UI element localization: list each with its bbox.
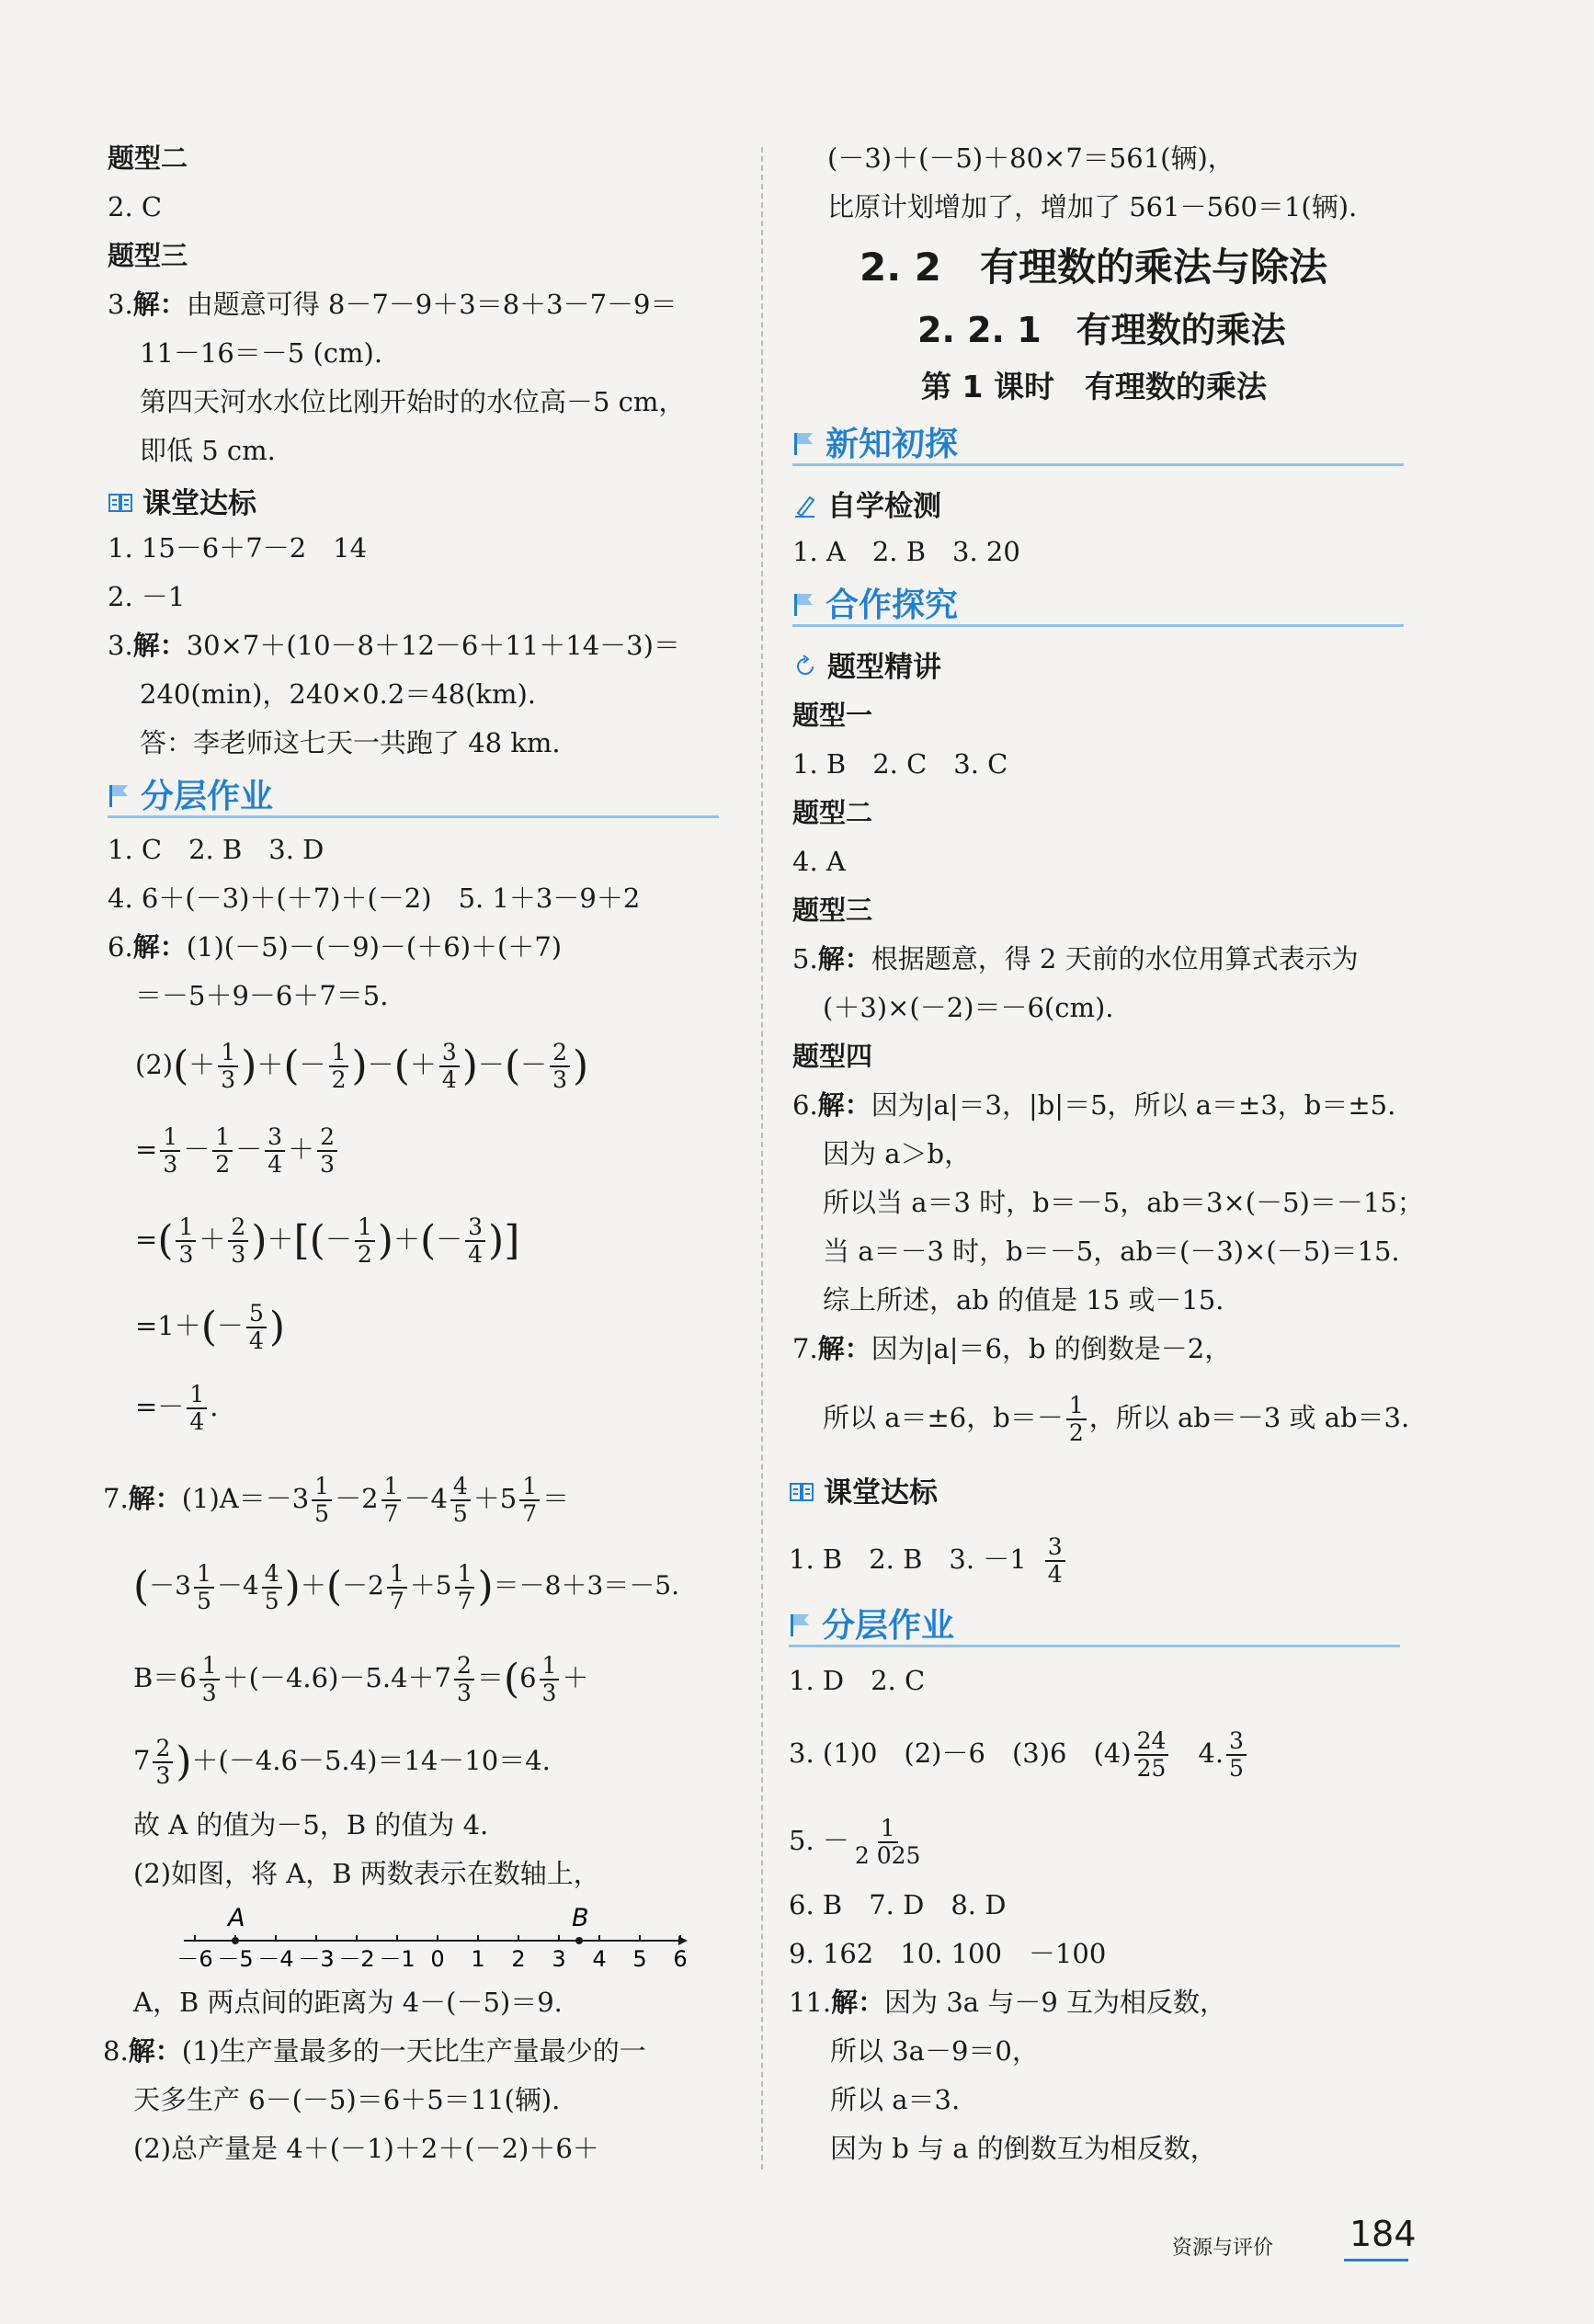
answer-line: 4. A: [792, 846, 846, 877]
number-line-tick-label: 6: [673, 1946, 688, 1972]
answer-line: 因为 b 与 a 的倒数互为相反数，: [830, 2133, 1217, 2164]
page-number-underline: [1344, 2259, 1408, 2261]
math-line: = $\frac{1}{3}$ － $\frac{1}{2}$ － $\frac{3}{4}$ ＋ $\frac{2}{3}$: [135, 1122, 340, 1177]
point-a: [232, 1937, 239, 1944]
item-number: 8.: [103, 2035, 129, 2067]
answer-line: 6. B 7. D 8. D: [789, 1889, 1007, 1920]
fraction: $\frac{1}{2 025}$: [854, 1815, 921, 1869]
fraction: $\frac{1}{5}$: [312, 1474, 332, 1527]
item-number: 3.: [108, 289, 133, 320]
fraction: $\frac{1}{3}$: [199, 1653, 220, 1706]
section-layered-homework: [789, 1600, 954, 1644]
answer-line: 所以 a＝3.: [830, 2084, 961, 2115]
answer-line: [108, 286, 677, 323]
section-underline: [792, 624, 1404, 627]
section-title: 新知初探: [825, 426, 959, 463]
number-line-tick-label: 0: [430, 1946, 445, 1972]
solution-label: 解：: [817, 1089, 871, 1121]
answer-line: 11－16＝－5 (cm).: [140, 337, 383, 369]
fraction: $\frac{1}{2}$: [329, 1040, 349, 1093]
answer-line: [792, 1087, 1395, 1123]
answer-line: 综上所述，ab 的值是 15 或－15.: [823, 1284, 1224, 1316]
item-number: 7.: [103, 1483, 129, 1514]
fraction: $\frac{1}{3}$: [160, 1124, 180, 1178]
fraction: $\frac{2}{3}$: [228, 1214, 248, 1268]
heading-type-3: 题型三: [108, 240, 188, 271]
section-title: 课堂达标: [142, 487, 256, 520]
answer-line: [792, 940, 1359, 977]
math-line: 7.解：(1)A＝－3 $\frac{1}{5}$ －2 $\frac{1}{7}$ －4 $\frac{4}{5}$ ＋5 $\frac{1}{7}$ ＝: [103, 1473, 570, 1527]
fraction: $\frac{1}{5}$: [194, 1561, 214, 1614]
math-line: 所以 a＝±6，b＝－ $\frac{1}{2}$ ，所以 ab＝－3 或 ab＝3.: [823, 1392, 1410, 1446]
flag-icon: [792, 429, 816, 457]
solution-text: (1)生产量最多的一天比生产量最少的一: [181, 2035, 646, 2067]
answer-line: [789, 1984, 1226, 2021]
label-a: A: [228, 1904, 245, 1932]
fraction: $\frac{1}{7}$: [519, 1474, 540, 1527]
number-line-tick-label: －2: [338, 1946, 375, 1972]
number-line-tick-label: －4: [257, 1946, 294, 1972]
solution-text: (1)(－5)－(－9)－(＋6)＋(＋7): [186, 931, 563, 963]
flag-icon: [789, 1611, 813, 1638]
answer-line: 当 a＝－3 时，b＝－5，ab＝(－3)×(－5)＝15.: [823, 1236, 1400, 1267]
answer-line: (－3)＋(－5)＋80×7＝561(辆)，: [827, 142, 1235, 174]
flag-icon: [108, 781, 131, 809]
section-heading: 2. 2. 1 有理数的乘法: [917, 310, 1286, 350]
heading-type-1: 题型一: [792, 700, 873, 731]
fraction: $\frac{2}{3}$: [153, 1736, 173, 1789]
number-line-tick-label: 3: [552, 1946, 566, 1972]
subsection-title: 题型精讲: [827, 651, 941, 684]
fraction: $\frac{24}{25}$: [1134, 1728, 1169, 1782]
answer-line: 1. C 2. B 3. D: [108, 834, 324, 865]
section-title: 合作探究: [825, 587, 959, 624]
fraction: $\frac{3}{4}$: [465, 1214, 485, 1268]
section-new-knowledge: [792, 418, 958, 462]
answer-line: 比原计划增加了，增加了 561－560＝1(辆).: [827, 191, 1358, 222]
section-title: 课堂达标: [824, 1476, 938, 1509]
fraction: $\frac{3}{5}$: [1226, 1728, 1247, 1782]
answer-line: 2. C: [108, 191, 163, 222]
fraction: $\frac{1}{7}$: [381, 1474, 402, 1527]
heading-type-2: 题型二: [792, 797, 873, 828]
section-underline: [789, 1645, 1400, 1647]
answer-line: (2)总产量是 4＋(－1)＋2＋(－2)＋6＋: [133, 2133, 599, 2164]
math-line: (2)(＋ $\frac{1}{3}$ )＋(－ $\frac{1}{2}$ )－(＋ $\frac{3}{4}$ )－(－ $\frac{2}{3}$ ): [135, 1039, 589, 1093]
number-line-tick-label: 5: [632, 1946, 647, 1972]
answer-line: 1. D 2. C: [789, 1665, 926, 1696]
answer-line: [108, 627, 680, 664]
math-line: 1. B 2. B 3. －1 $\frac{3}{4}$: [789, 1532, 1068, 1587]
section-underline: [108, 815, 719, 818]
answer-line: 所以当 a＝3 时，b＝－5，ab＝3×(－5)＝－15；: [823, 1187, 1424, 1218]
answer-line: 答：李老师这七天一共跑了 48 km.: [140, 727, 561, 758]
answer-line: 240(min)，240×0.2＝48(km).: [140, 678, 537, 710]
fraction: $\frac{1}{2}$: [212, 1124, 233, 1178]
math-line: 7 $\frac{2}{3}$ )＋(－4.6－5.4)＝14－10＝4.: [133, 1735, 551, 1789]
fraction: $\frac{2}{3}$: [550, 1040, 570, 1093]
math-line: =( $\frac{1}{3}$ ＋ $\frac{2}{3}$ )＋[(－ $\frac{1}{2}$ )＋(－ $\frac{3}{4}$ )]: [135, 1213, 520, 1268]
answer-line: [103, 2033, 646, 2069]
fraction: $\frac{1}{2}$: [1066, 1393, 1087, 1446]
item-number: 6.: [792, 1089, 818, 1121]
math-line: (－3 $\frac{1}{5}$ －4 $\frac{4}{5}$ )＋(－2 $\frac{1}{7}$ ＋5 $\frac{1}{7}$ )＝－8＋3＝－5.: [133, 1559, 679, 1614]
solution-label: 解：: [128, 1483, 182, 1514]
heading-type-2: 题型二: [108, 142, 188, 174]
answer-line: ＝－5＋9－6＋7＝5.: [135, 980, 389, 1011]
math-line: =1＋(－ $\frac{5}{4}$ ): [135, 1300, 286, 1354]
fraction: $\frac{1}{2}$: [355, 1214, 375, 1268]
item-number: 7.: [792, 1333, 818, 1364]
fraction: $\frac{4}{5}$: [262, 1561, 282, 1614]
fraction: $\frac{2}{3}$: [454, 1653, 474, 1706]
solution-text: 根据题意，得 2 天前的水位用算式表示为: [871, 943, 1359, 974]
solution-text: 由题意可得 8－7－9＋3＝8＋3－7－9＝: [186, 289, 677, 320]
fraction: $\frac{1}{7}$: [455, 1561, 475, 1614]
fraction: $\frac{5}{4}$: [246, 1301, 267, 1354]
number-line-tick-label: 1: [471, 1946, 485, 1972]
section-cooperative: [792, 579, 958, 623]
item-number: 5.: [792, 943, 818, 974]
answer-line: 1. A 2. B 3. 20: [792, 536, 1020, 567]
solution-label: 解：: [817, 943, 871, 974]
number-line-tick-label: －3: [298, 1946, 335, 1972]
refresh-icon: [792, 654, 818, 679]
column-divider: [761, 147, 763, 2170]
pen-icon: [792, 493, 818, 518]
item-number: 11.: [789, 1987, 832, 2018]
answer-line: [108, 928, 562, 965]
fraction: $\frac{3}{4}$: [439, 1040, 460, 1093]
solution-label: 解：: [817, 1333, 871, 1364]
answer-line: 因为 a＞b，: [823, 1138, 972, 1169]
number-line-tick-label: －6: [176, 1946, 213, 1972]
answer-line: 天多生产 6－(－5)＝6＋5＝11(辆).: [133, 2084, 561, 2115]
solution-label: 解：: [132, 931, 187, 963]
item-number: 3.: [108, 630, 133, 661]
answer-line: (2)如图，将 A，B 两数表示在数轴上，: [133, 1858, 600, 1889]
section-title: 分层作业: [141, 778, 274, 815]
answer-line: 第四天河水水位比刚开始时的水位高－5 cm，: [140, 386, 686, 417]
footer-text: 资源与评价: [1172, 2237, 1274, 2260]
fraction: $\frac{4}{5}$: [450, 1474, 471, 1527]
flag-icon: [792, 590, 816, 618]
fraction: $\frac{2}{3}$: [317, 1124, 337, 1178]
solution-text: 30×7＋(10－8＋12－6＋11＋14－3)＝: [186, 630, 680, 661]
answer-line: 即低 5 cm.: [140, 435, 276, 466]
number-line-tick-label: 4: [592, 1946, 607, 1972]
label-b: B: [572, 1904, 589, 1932]
subsection-self-check: [792, 483, 941, 524]
section-underline: [792, 463, 1404, 466]
answer-line: 9. 162 10. 100 －100: [789, 1938, 1107, 1969]
chapter-title: 2. 2 有理数的乘法与除法: [860, 245, 1328, 290]
answer-line: 2. －1: [108, 581, 186, 612]
subsection-title: 自学检测: [827, 490, 941, 523]
fraction: $\frac{1}{3}$: [176, 1214, 196, 1268]
item-number: 6.: [108, 931, 133, 963]
section-title: 分层作业: [822, 1607, 955, 1645]
number-line-tick-label: －5: [217, 1946, 254, 1972]
answer-line: 1. B 2. C 3. C: [792, 748, 1008, 780]
fraction: $\frac{3}{4}$: [265, 1124, 285, 1178]
solution-label: 解：: [132, 289, 187, 320]
solution-label: 解：: [128, 2035, 182, 2067]
solution-text: 因为|a|＝3，|b|＝5，所以 a＝±3，b＝±5.: [871, 1089, 1396, 1121]
section-classroom: [789, 1469, 938, 1510]
solution-label: 解：: [132, 630, 187, 661]
math-line: B＝6 $\frac{1}{3}$ ＋(－4.6)－5.4＋7 $\frac{2}{3}$ ＝(6 $\frac{1}{3}$ ＋: [133, 1652, 589, 1706]
answer-line: A，B 两点间的距离为 4－(－5)＝9.: [133, 1987, 563, 2018]
answer-line: (＋3)×(－2)＝－6(cm).: [823, 992, 1114, 1023]
section-layered-homework: [108, 770, 273, 815]
fraction: $\frac{1}{4}$: [187, 1382, 207, 1435]
number-line-tick-label: 2: [511, 1946, 526, 1972]
answer-line: 1. 15－6＋7－2 14: [108, 532, 368, 564]
fraction: $\frac{1}{7}$: [387, 1561, 407, 1614]
book-icon: [789, 1479, 814, 1505]
number-line-tick-label: －1: [379, 1946, 416, 1972]
math-line: 3. (1)0 (2)－6 (3)6 (4) $\frac{24}{25}$ 4. $\frac{3}{5}$: [789, 1726, 1249, 1781]
heading-type-4: 题型四: [792, 1041, 873, 1072]
answer-line: 4. 6＋(－3)＋(＋7)＋(－2) 5. 1＋3－9＋2: [108, 883, 641, 914]
solution-label: 解：: [831, 1987, 885, 2018]
answer-line: [792, 1330, 1231, 1367]
page-number: 184: [1349, 2214, 1417, 2254]
subsection-type-lecture: [792, 644, 941, 685]
solution-text: 因为 3a 与－9 互为相反数，: [884, 1987, 1226, 2018]
fraction: $\frac{1}{3}$: [218, 1040, 238, 1093]
book-icon: [108, 490, 133, 516]
number-line: [175, 1898, 689, 1972]
part-label: (2): [135, 1049, 174, 1080]
lesson-heading: 第 1 课时 有理数的乘法: [921, 369, 1267, 404]
math-line: =－ $\frac{1}{4}$ .: [135, 1381, 219, 1435]
answer-line: 故 A 的值为－5，B 的值为 4.: [133, 1809, 489, 1840]
heading-type-3: 题型三: [792, 894, 873, 926]
answer-line: 所以 3a－9＝0，: [830, 2035, 1039, 2067]
solution-text: 因为|a|＝6，b 的倒数是－2，: [871, 1333, 1232, 1364]
section-classroom: [108, 480, 256, 521]
point-b: [575, 1937, 583, 1944]
fraction: $\frac{3}{4}$: [1045, 1534, 1065, 1588]
fraction: $\frac{1}{3}$: [540, 1653, 560, 1706]
math-line: 5. － $\frac{1}{2 025}$: [789, 1813, 926, 1868]
